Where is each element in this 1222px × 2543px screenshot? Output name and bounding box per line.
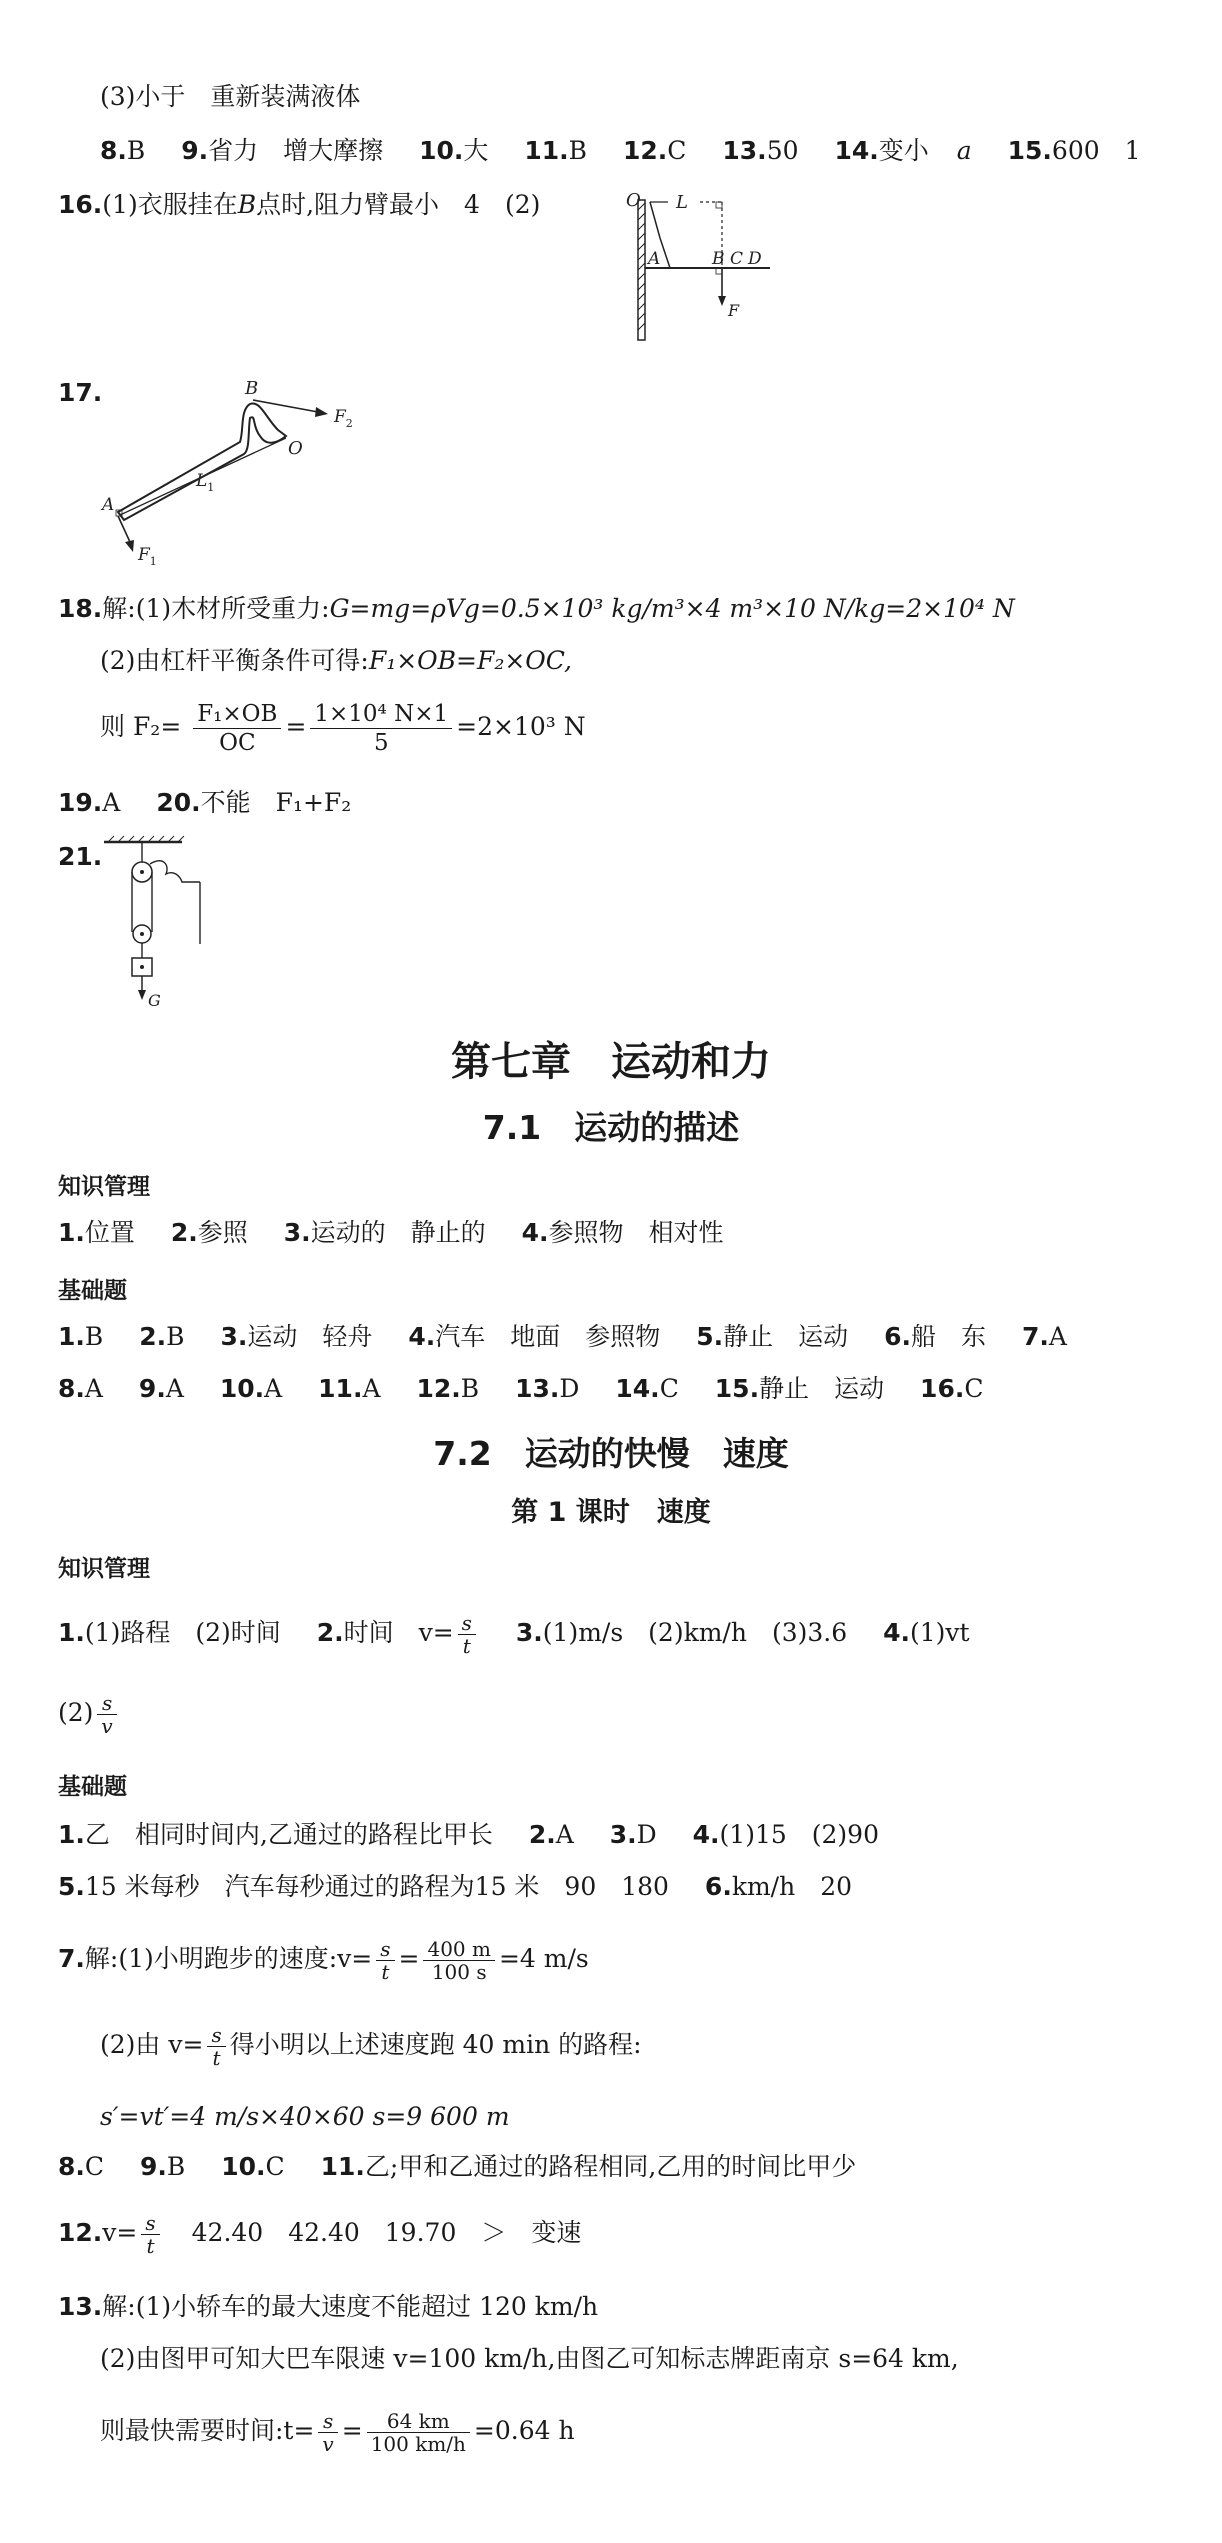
question-number: 9. bbox=[138, 1374, 166, 1403]
answer-text: 得小明以上述速度跑 40 min 的路程: bbox=[229, 2030, 642, 2059]
question-number: 1. bbox=[58, 1218, 85, 1247]
answer-text: 静止 运动 bbox=[723, 1322, 849, 1351]
answer-text: C bbox=[659, 1374, 679, 1403]
answer-text: B bbox=[166, 2152, 186, 2181]
fraction: $\frac{\text{1×10⁴ N×1}}{5}$ bbox=[310, 700, 452, 757]
label-F1: $F_1$ bbox=[138, 545, 157, 568]
answer-line-21 bbox=[58, 840, 102, 874]
answer-line-16 bbox=[58, 188, 540, 222]
answer-text: B bbox=[166, 1322, 185, 1351]
label-D: D bbox=[748, 249, 762, 269]
label-C: C bbox=[730, 249, 744, 269]
answer-text: 时间 v= bbox=[343, 1618, 454, 1647]
answer-text: D bbox=[559, 1374, 580, 1403]
answer-text: B bbox=[237, 190, 257, 219]
answer-text: A bbox=[264, 1374, 283, 1403]
answer-text: 点时,阻力臂最小 4 (2) bbox=[256, 190, 541, 219]
answer-line-knowledge-71 bbox=[58, 1216, 724, 1250]
question-number: 10. bbox=[419, 136, 464, 165]
question-number: 18. bbox=[58, 594, 103, 623]
question-number: 8. bbox=[100, 136, 127, 165]
answer-text: (1)路程 (2)时间 bbox=[84, 1618, 281, 1647]
answer-text: 则 F₂= bbox=[100, 712, 182, 741]
answer-line-18a bbox=[58, 592, 1015, 626]
equation: s′=vt′=4 m/s×40×60 s=9 600 m bbox=[100, 2102, 510, 2131]
question-number: 1. bbox=[58, 1322, 85, 1351]
question-number: 15. bbox=[714, 1374, 760, 1403]
question-number: 4. bbox=[521, 1218, 549, 1247]
question-number: 4. bbox=[883, 1618, 910, 1647]
answer-text: A bbox=[1048, 1322, 1067, 1351]
question-number: 14. bbox=[834, 136, 879, 165]
answer-text: 解:(1)小明跑步的速度:v= bbox=[84, 1944, 373, 1973]
answer-text: (2)由 v= bbox=[100, 2030, 204, 2059]
question-number: 3. bbox=[283, 1218, 311, 1247]
answer-text: 大 bbox=[463, 136, 489, 165]
answer-text: B bbox=[568, 136, 588, 165]
answer-line-18c: 则 F₂= $\frac{\text{F₁×OB}}{OC}$ = $\frac{\text{1×10⁴ N×1}}{5}$ =2×10³ N bbox=[100, 701, 586, 756]
label-B: B bbox=[245, 378, 259, 399]
answer-text: = bbox=[341, 2416, 363, 2445]
answer-line-13b bbox=[100, 2342, 959, 2376]
answer-line-basic-71a bbox=[58, 1320, 1067, 1354]
answer-text: (2)由图甲可知大巴车限速 v=100 km/h,由图乙可知标志牌距南京 s=64 km, bbox=[100, 2344, 959, 2373]
answer-text: A bbox=[362, 1374, 381, 1403]
answer-text: C bbox=[667, 136, 687, 165]
question-number: 10. bbox=[219, 1374, 265, 1403]
pulley-figure-21 bbox=[100, 834, 230, 1014]
answer-text: v= bbox=[102, 2218, 138, 2247]
question-number: 7. bbox=[58, 1944, 85, 1973]
answer-line-basic-71b bbox=[58, 1372, 983, 1406]
label-O: O bbox=[626, 190, 641, 211]
answer-text: C bbox=[964, 1374, 984, 1403]
answer-line-13a bbox=[58, 2290, 598, 2324]
question-number: 3. bbox=[609, 1820, 637, 1849]
answer-text: C bbox=[265, 2152, 285, 2181]
answer-text: B bbox=[460, 1374, 480, 1403]
question-number: 13. bbox=[58, 2292, 103, 2321]
answer-text: =4 m/s bbox=[498, 1944, 589, 1973]
equation: G=mg=ρVg=0.5×10³ kg/m³×4 m³×10 N/kg=2×10⁴ N bbox=[329, 594, 1015, 623]
fraction: $\frac{400 m}{100 s}$ bbox=[423, 1938, 495, 1983]
fraction: $\frac{s}{t}$ bbox=[207, 2024, 225, 2069]
answer-text: C bbox=[84, 2152, 105, 2181]
answer-text: 不能 F₁+F₂ bbox=[200, 788, 352, 817]
fraction: $\frac{s}{v}$ bbox=[318, 2410, 337, 2455]
answer-text: 船 东 bbox=[911, 1322, 987, 1351]
question-number: 13. bbox=[515, 1374, 560, 1403]
answer-line-12 bbox=[58, 2212, 581, 2257]
answer-text: 乙 相同时间内,乙通过的路程比甲长 bbox=[84, 1820, 493, 1849]
answer-text: 则最快需要时间:t= bbox=[100, 2416, 315, 2445]
lever-figure-16 bbox=[620, 188, 800, 348]
question-number: 5. bbox=[696, 1322, 724, 1351]
answer-text: A bbox=[165, 1374, 184, 1403]
answer-line-basic-72b bbox=[58, 1870, 852, 1904]
subheading-basic: 基础题 bbox=[58, 1278, 127, 1304]
question-number: 5. bbox=[58, 1872, 85, 1901]
question-number: 20. bbox=[156, 788, 201, 817]
question-number: 9. bbox=[181, 136, 209, 165]
answer-text: 乙;甲和乙通过的路程相同,乙用的时间比甲少 bbox=[364, 2152, 857, 2181]
question-number: 16. bbox=[920, 1374, 965, 1403]
answer-text: (1)15 (2)90 bbox=[719, 1820, 879, 1849]
answer-line-8-15 bbox=[100, 134, 1141, 168]
answer-line-knowledge-72 bbox=[58, 1612, 970, 1657]
answer-text: =0.64 h bbox=[473, 2416, 575, 2445]
fraction: $\frac{s}{v}$ bbox=[97, 1692, 116, 1737]
subheading-basic: 基础题 bbox=[58, 1774, 127, 1800]
question-number: 13. bbox=[722, 136, 767, 165]
fraction: $\frac{s}{t}$ bbox=[376, 1938, 394, 1983]
lesson-title: 第 1 课时 速度 bbox=[511, 1497, 711, 1528]
label-B: B bbox=[712, 249, 725, 269]
answer-text: =2×10³ N bbox=[456, 712, 586, 741]
subheading-knowledge: 知识管理 bbox=[58, 1556, 150, 1582]
answer-text: A bbox=[555, 1820, 574, 1849]
answer-text: A bbox=[84, 1374, 103, 1403]
answer-text: 静止 运动 bbox=[759, 1374, 885, 1403]
label-A: A bbox=[102, 495, 115, 515]
answer-text: (3)小于 重新装满液体 bbox=[100, 82, 361, 111]
answer-line-7a bbox=[58, 1938, 589, 1983]
question-number: 2. bbox=[170, 1218, 198, 1247]
answer-text: 变小 bbox=[878, 136, 929, 165]
lever-figure-17 bbox=[90, 370, 380, 580]
question-number: 2. bbox=[316, 1618, 344, 1647]
answer-text: (2)由杠杆平衡条件可得: bbox=[100, 646, 369, 675]
equation: F₁×OB=F₂×OC, bbox=[368, 646, 572, 675]
answer-text: B bbox=[126, 136, 146, 165]
section-title-7-1: 7.1 运动的描述 bbox=[482, 1108, 740, 1147]
answer-text: D bbox=[636, 1820, 657, 1849]
answer-text: B bbox=[84, 1322, 104, 1351]
answer-text: 运动的 静止的 bbox=[310, 1218, 486, 1247]
answer-text: 运动 轻舟 bbox=[247, 1322, 373, 1351]
answer-text: (1)vt bbox=[910, 1618, 970, 1647]
answer-text: A bbox=[102, 788, 121, 817]
question-number: 4. bbox=[692, 1820, 720, 1849]
question-number: 7. bbox=[1021, 1322, 1049, 1351]
answer-line-19-20 bbox=[58, 786, 351, 820]
question-number: 3. bbox=[220, 1322, 248, 1351]
fraction: $\frac{64 km}{100 km/h}$ bbox=[367, 2410, 470, 2455]
question-number: 9. bbox=[140, 2152, 167, 2181]
question-number: 19. bbox=[58, 788, 103, 817]
question-number: 1. bbox=[58, 1820, 85, 1849]
fraction: $\frac{\text{F₁×OB}}{OC}$ bbox=[193, 700, 281, 757]
question-number: 2. bbox=[139, 1322, 167, 1351]
answer-line-3 bbox=[100, 80, 360, 114]
question-number: 4. bbox=[408, 1322, 436, 1351]
question-number: 16. bbox=[58, 190, 103, 219]
answer-text: 省力 增大摩擦 bbox=[208, 136, 384, 165]
answer-text: 解:(1)木材所受重力: bbox=[102, 594, 330, 623]
answer-text: 参照 bbox=[197, 1218, 248, 1247]
question-number: 17. bbox=[58, 378, 103, 407]
answer-text: (1)衣服挂在 bbox=[102, 190, 238, 219]
answer-text: 汽车 地面 参照物 bbox=[435, 1322, 661, 1351]
question-number: 12. bbox=[623, 136, 668, 165]
fraction: $\frac{s}{t}$ bbox=[141, 2212, 159, 2257]
question-number: 11. bbox=[524, 136, 569, 165]
question-number: 12. bbox=[416, 1374, 461, 1403]
label-L: L bbox=[676, 192, 688, 213]
answer-text: 解:(1)小轿车的最大速度不能超过 120 km/h bbox=[102, 2292, 599, 2321]
question-number: 10. bbox=[221, 2152, 266, 2181]
answer-text: 50 bbox=[766, 136, 799, 165]
question-number: 6. bbox=[704, 1872, 732, 1901]
answer-line-knowledge-72b bbox=[58, 1692, 121, 1737]
question-number: 8. bbox=[58, 1374, 85, 1403]
question-number: 11. bbox=[318, 1374, 363, 1403]
answer-text: 600 1 bbox=[1051, 136, 1141, 165]
fraction: $\frac{s}{t}$ bbox=[458, 1612, 476, 1657]
label-F: F bbox=[728, 301, 740, 320]
answer-text: 位置 bbox=[84, 1218, 135, 1247]
question-number: 2. bbox=[528, 1820, 556, 1849]
question-number: 1. bbox=[58, 1618, 85, 1647]
answer-line-7b bbox=[100, 2024, 642, 2069]
question-number: 12. bbox=[58, 2218, 103, 2247]
answer-line-basic-72a bbox=[58, 1818, 879, 1852]
answer-text: 参照物 相对性 bbox=[548, 1218, 724, 1247]
answer-line-8-11 bbox=[58, 2150, 856, 2184]
question-number: 15. bbox=[1007, 136, 1052, 165]
label-O: O bbox=[288, 438, 303, 459]
question-number: 6. bbox=[884, 1322, 911, 1351]
label-F2: $F_2$ bbox=[334, 407, 353, 430]
answer-line-18b bbox=[100, 644, 572, 678]
answer-text: 15 米每秒 汽车每秒通过的路程为15 米 90 180 bbox=[84, 1872, 669, 1901]
question-number: 21. bbox=[58, 842, 103, 871]
question-number: 3. bbox=[515, 1618, 543, 1647]
subheading-knowledge: 知识管理 bbox=[58, 1174, 150, 1200]
answer-text: 42.40 42.40 19.70 ＞ 变速 bbox=[191, 2218, 582, 2247]
label-A: A bbox=[648, 249, 661, 269]
label-L1: $L_1$ bbox=[196, 471, 215, 494]
question-number: 8. bbox=[58, 2152, 85, 2181]
answer-text: (2) bbox=[58, 1698, 94, 1727]
answer-text: (1)m/s (2)km/h (3)3.6 bbox=[542, 1618, 848, 1647]
answer-text: km/h 20 bbox=[731, 1872, 853, 1901]
answer-line-13c bbox=[100, 2410, 575, 2455]
section-title-7-2: 7.2 运动的快慢 速度 bbox=[433, 1434, 789, 1473]
answer-text: = bbox=[398, 1944, 420, 1973]
question-number: 14. bbox=[615, 1374, 660, 1403]
answer-line-7c bbox=[100, 2100, 510, 2134]
chapter-title: 第七章 运动和力 bbox=[451, 1039, 771, 1085]
question-number: 11. bbox=[320, 2152, 365, 2181]
answer-text: a bbox=[956, 136, 972, 165]
label-G: G bbox=[148, 991, 161, 1010]
